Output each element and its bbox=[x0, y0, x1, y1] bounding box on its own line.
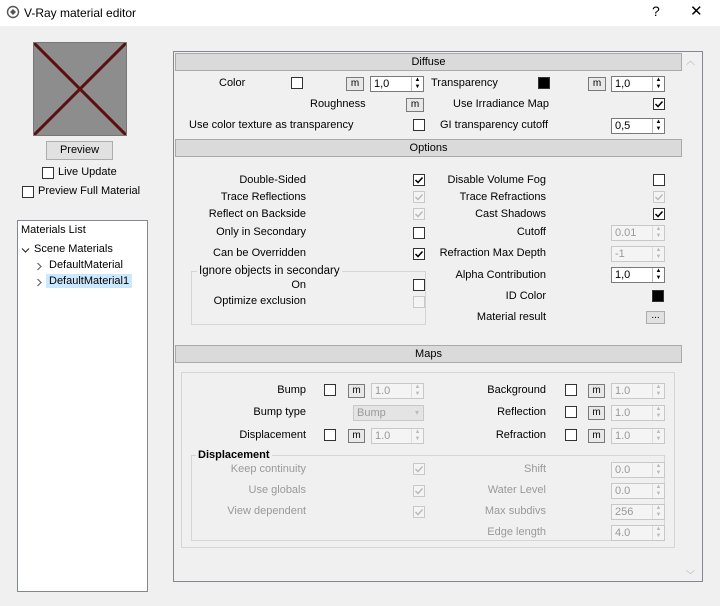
gi-cutoff-value: 0,5 bbox=[615, 120, 631, 132]
displacement-map-button[interactable]: m bbox=[348, 429, 365, 443]
color-amount-value: 1,0 bbox=[374, 78, 390, 90]
reflection-map-button[interactable]: m bbox=[588, 406, 605, 420]
chevron-right-icon[interactable] bbox=[35, 262, 43, 271]
refraction-amount-value: 1.0 bbox=[615, 430, 631, 442]
color-swatch[interactable] bbox=[291, 77, 303, 89]
color-texture-label: Use color texture as transparency bbox=[189, 119, 354, 131]
alpha-contribution-label: Alpha Contribution bbox=[455, 269, 546, 281]
irradiance-checkbox[interactable] bbox=[653, 98, 665, 110]
optimize-exclusion-checkbox bbox=[413, 296, 425, 308]
chevron-down-icon: ▾ bbox=[414, 408, 419, 417]
material-result-button[interactable]: ... bbox=[646, 311, 665, 324]
spinner-arrows-icon: ▲ ▼ bbox=[411, 429, 423, 443]
disable-fog-checkbox[interactable] bbox=[653, 174, 665, 186]
edge-length-spinner bbox=[611, 525, 665, 541]
background-amount-value: 1.0 bbox=[615, 385, 631, 397]
spinner-arrows-icon[interactable]: ▲ ▼ bbox=[652, 77, 664, 91]
bump-type-value: Bump bbox=[357, 407, 386, 419]
water-level-value: 0.0 bbox=[615, 485, 631, 497]
background-label: Background bbox=[487, 384, 546, 396]
double-sided-checkbox[interactable] bbox=[413, 174, 425, 186]
reflection-checkbox[interactable] bbox=[565, 406, 577, 418]
refraction-checkbox[interactable] bbox=[565, 429, 577, 441]
checkmark-icon bbox=[654, 99, 664, 109]
roughness-label: Roughness bbox=[310, 98, 366, 110]
options-section-header[interactable]: Options bbox=[175, 139, 682, 157]
only-secondary-label: Only in Secondary bbox=[216, 226, 306, 238]
checkmark-icon bbox=[414, 209, 424, 219]
ignore-secondary-group-title: Ignore objects in secondary bbox=[199, 265, 340, 277]
water-level-spinner bbox=[611, 483, 665, 499]
chevron-right-icon[interactable] bbox=[35, 278, 43, 287]
trace-reflections-label: Trace Reflections bbox=[220, 191, 306, 203]
refraction-max-depth-spinner bbox=[611, 246, 665, 262]
transparency-map-button[interactable]: m bbox=[588, 77, 606, 91]
use-globals-checkbox bbox=[413, 485, 425, 497]
tree-item-default-material[interactable]: DefaultMaterial bbox=[49, 259, 123, 271]
materials-list-header: Materials List bbox=[21, 224, 86, 236]
spinner-arrows-icon[interactable]: ▲ ▼ bbox=[652, 119, 664, 133]
checkmark-icon bbox=[414, 192, 424, 202]
live-update-label: Live Update bbox=[58, 166, 117, 178]
material-preview-image bbox=[33, 42, 127, 136]
spinner-arrows-icon: ▲ ▼ bbox=[652, 463, 664, 477]
max-subdivs-value: 256 bbox=[615, 506, 634, 518]
trace-refractions-checkbox bbox=[653, 191, 665, 203]
alpha-contribution-value: 1,0 bbox=[615, 269, 631, 281]
cast-shadows-checkbox[interactable] bbox=[653, 208, 665, 220]
color-label: Color bbox=[219, 77, 246, 89]
tree-item-default-material1-selected[interactable]: DefaultMaterial1 bbox=[46, 274, 132, 288]
refraction-map-button[interactable]: m bbox=[588, 429, 605, 443]
displacement-label: Displacement bbox=[239, 429, 306, 441]
checkmark-icon bbox=[654, 192, 664, 202]
spinner-arrows-icon: ▲ ▼ bbox=[652, 484, 664, 498]
max-subdivs-label: Max subdivs bbox=[484, 505, 546, 517]
color-map-button[interactable]: m bbox=[346, 77, 364, 91]
cast-shadows-label: Cast Shadows bbox=[475, 208, 546, 220]
displacement-amount-spinner bbox=[371, 428, 424, 444]
vray-logo-icon bbox=[6, 5, 20, 19]
bump-map-button[interactable]: m bbox=[348, 384, 365, 398]
refraction-max-depth-value: -1 bbox=[615, 248, 625, 260]
tree-root-scene-materials[interactable]: Scene Materials bbox=[34, 243, 113, 255]
edge-length-value: 4.0 bbox=[615, 527, 631, 539]
preview-full-material-label: Preview Full Material bbox=[38, 185, 141, 197]
reflection-amount-spinner bbox=[611, 405, 665, 421]
gi-cutoff-label: GI transparency cutoff bbox=[440, 119, 549, 131]
checkmark-icon bbox=[414, 249, 424, 259]
refraction-label: Refraction bbox=[495, 429, 546, 441]
background-amount-spinner bbox=[611, 383, 665, 399]
ignore-on-checkbox[interactable] bbox=[413, 279, 425, 291]
transparency-amount-spinner[interactable] bbox=[611, 76, 665, 92]
disable-fog-label: Disable Volume Fog bbox=[447, 174, 546, 186]
color-texture-checkbox[interactable] bbox=[413, 119, 425, 131]
displacement-group-title: Displacement bbox=[198, 449, 270, 461]
use-globals-label: Use globals bbox=[248, 484, 306, 496]
reflect-backside-label: Reflect on Backside bbox=[208, 208, 306, 220]
roughness-map-button[interactable]: m bbox=[406, 98, 424, 112]
bump-type-dropdown bbox=[353, 405, 424, 421]
preview-button[interactable]: Preview bbox=[46, 141, 113, 160]
material-result-label: Material result bbox=[476, 311, 546, 323]
checkmark-icon bbox=[414, 464, 424, 474]
irradiance-label: Use Irradiance Map bbox=[453, 98, 549, 110]
checkmark-icon bbox=[414, 486, 424, 496]
keep-continuity-label: Keep continuity bbox=[230, 463, 306, 475]
cutoff-value: 0.01 bbox=[615, 227, 637, 239]
spinner-arrows-icon: ▲ ▼ bbox=[411, 384, 423, 398]
view-dependent-label: View dependent bbox=[227, 505, 306, 517]
ignore-on-label: On bbox=[291, 279, 306, 291]
bump-label: Bump bbox=[277, 384, 306, 396]
spinner-arrows-icon: ▲ ▼ bbox=[652, 406, 664, 420]
spinner-arrows-icon: ▲ ▼ bbox=[652, 505, 664, 519]
shift-value: 0.0 bbox=[615, 464, 631, 476]
window-title: V-Ray material editor bbox=[24, 6, 137, 20]
preview-cross-icon bbox=[34, 43, 126, 135]
background-map-button[interactable]: m bbox=[588, 384, 605, 398]
spinner-arrows-icon: ▲ ▼ bbox=[652, 247, 664, 261]
spinner-arrows-icon: ▲ ▼ bbox=[652, 226, 664, 240]
bump-amount-spinner bbox=[371, 383, 424, 399]
id-color-swatch[interactable] bbox=[652, 290, 664, 302]
maps-section-header[interactable]: Maps bbox=[175, 345, 682, 363]
spinner-arrows-icon: ▲ ▼ bbox=[652, 384, 664, 398]
background-checkbox[interactable] bbox=[565, 384, 577, 396]
spinner-arrows-icon: ▲ ▼ bbox=[652, 526, 664, 540]
close-button[interactable]: ✕ bbox=[690, 3, 703, 20]
reflection-label: Reflection bbox=[497, 406, 546, 418]
chevron-down-icon[interactable] bbox=[21, 246, 30, 255]
keep-continuity-checkbox bbox=[413, 463, 425, 475]
cutoff-spinner bbox=[611, 225, 665, 241]
bump-type-label: Bump type bbox=[253, 406, 306, 418]
can-override-label: Can be Overridden bbox=[213, 247, 306, 259]
water-level-label: Water Level bbox=[487, 484, 546, 496]
color-amount-spinner[interactable] bbox=[370, 76, 424, 92]
diffuse-section-header[interactable]: Diffuse bbox=[175, 53, 682, 71]
bump-checkbox[interactable] bbox=[324, 384, 336, 396]
refraction-max-depth-label: Refraction Max Depth bbox=[439, 247, 546, 259]
gi-cutoff-spinner[interactable] bbox=[611, 118, 665, 134]
transparency-label: Transparency bbox=[431, 77, 498, 89]
transparency-swatch[interactable] bbox=[538, 77, 550, 89]
double-sided-label: Double-Sided bbox=[239, 174, 306, 186]
alpha-contribution-spinner[interactable] bbox=[611, 267, 665, 283]
edge-length-label: Edge length bbox=[487, 526, 546, 538]
trace-reflections-checkbox bbox=[413, 191, 425, 203]
only-secondary-checkbox[interactable] bbox=[413, 227, 425, 239]
checkmark-icon bbox=[414, 175, 424, 185]
scroll-up-icon[interactable]: ︿ bbox=[686, 56, 696, 66]
cutoff-label: Cutoff bbox=[516, 226, 546, 238]
spinner-arrows-icon: ▲ ▼ bbox=[652, 429, 664, 443]
reflect-backside-checkbox bbox=[413, 208, 425, 220]
help-button[interactable]: ? bbox=[652, 3, 660, 19]
preview-full-material-checkbox[interactable] bbox=[22, 186, 34, 198]
shift-spinner bbox=[611, 462, 665, 478]
scroll-down-icon[interactable]: ﹀ bbox=[686, 570, 696, 580]
displacement-amount-value: 1.0 bbox=[375, 430, 391, 442]
optimize-exclusion-label: Optimize exclusion bbox=[213, 295, 306, 307]
id-color-label: ID Color bbox=[505, 290, 546, 302]
live-update-checkbox[interactable] bbox=[42, 167, 54, 179]
view-dependent-checkbox bbox=[413, 506, 425, 518]
can-override-checkbox[interactable] bbox=[413, 248, 425, 260]
spinner-arrows-icon[interactable]: ▲ ▼ bbox=[652, 268, 664, 282]
max-subdivs-spinner bbox=[611, 504, 665, 520]
refraction-amount-spinner bbox=[611, 428, 665, 444]
reflection-amount-value: 1.0 bbox=[615, 407, 631, 419]
transparency-amount-value: 1,0 bbox=[615, 78, 631, 90]
displacement-checkbox[interactable] bbox=[324, 429, 336, 441]
spinner-arrows-icon[interactable]: ▲ ▼ bbox=[411, 77, 423, 91]
checkmark-icon bbox=[414, 507, 424, 517]
trace-refractions-label: Trace Refractions bbox=[459, 191, 546, 203]
bump-amount-value: 1.0 bbox=[375, 385, 391, 397]
checkmark-icon bbox=[654, 209, 664, 219]
shift-label: Shift bbox=[523, 463, 546, 475]
